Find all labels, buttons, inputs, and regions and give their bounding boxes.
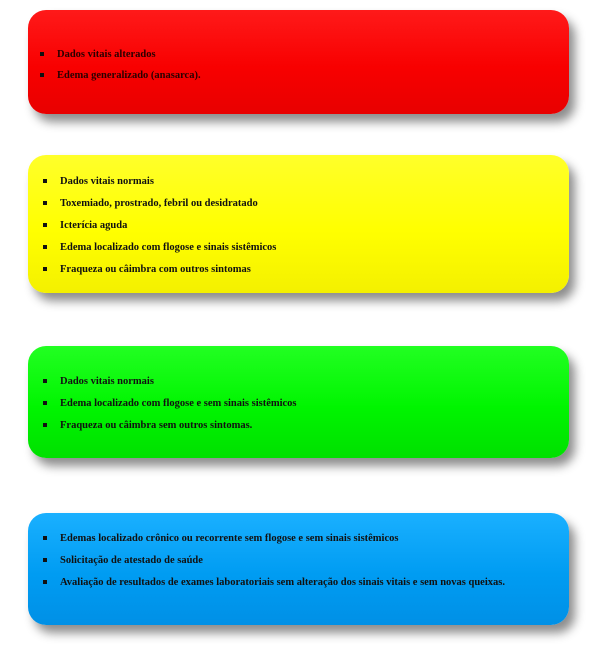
panel-blue-list: [42, 528, 555, 593]
list-item-text: Edemas localizado crônico ou recorrente sem flogose e sem sinais sistêmicos: [60, 533, 399, 544]
list-item: [42, 237, 555, 259]
square-bullet-icon: [40, 73, 44, 77]
square-bullet-icon: [43, 558, 47, 562]
list-item-text: Fraqueza ou câimbra sem outros sintomas.: [60, 420, 253, 431]
list-item-text: Edema localizado com flogose e sinais sistêmicos: [60, 242, 277, 253]
list-item-text: Icterícia aguda: [60, 220, 128, 231]
square-bullet-icon: [43, 536, 47, 540]
square-bullet-icon: [43, 401, 47, 405]
square-bullet-icon: [43, 245, 47, 249]
list-item: [42, 393, 555, 415]
list-item: [39, 44, 555, 65]
list-item: [42, 215, 555, 237]
panel-blue: [28, 513, 569, 625]
list-item: [42, 528, 555, 550]
list-item: [42, 193, 555, 215]
panel-red: [28, 10, 569, 114]
panel-green-list: [42, 371, 555, 437]
square-bullet-icon: [40, 52, 44, 56]
list-item: [42, 171, 555, 193]
square-bullet-icon: [43, 580, 47, 584]
panel-yellow-list: [42, 171, 555, 281]
square-bullet-icon: [43, 201, 47, 205]
list-item-text: Edema generalizado (anasarca).: [57, 70, 201, 81]
list-item: [42, 550, 555, 572]
list-item-text: Avaliação de resultados de exames laboratoriais sem alteração dos sinais vitais e sem novas queixas.: [60, 577, 505, 588]
list-item-text: Edema localizado com flogose e sem sinais sistêmicos: [60, 398, 297, 409]
list-item-text: Toxemiado, prostrado, febril ou desidratado: [60, 198, 258, 209]
list-item-text: Dados vitais normais: [60, 176, 154, 187]
list-item: [42, 371, 555, 393]
panel-red-list: [39, 44, 555, 86]
list-item: [42, 572, 555, 593]
square-bullet-icon: [43, 267, 47, 271]
list-item-text: Fraqueza ou câimbra com outros sintomas: [60, 264, 251, 275]
square-bullet-icon: [43, 179, 47, 183]
list-item-text: Solicitação de atestado de saúde: [60, 555, 203, 566]
list-item-text: Dados vitais normais: [60, 376, 154, 387]
panel-green: [28, 346, 569, 458]
panel-yellow: [28, 155, 569, 293]
list-item-text: Dados vitais alterados: [57, 49, 156, 60]
list-item: [42, 415, 555, 437]
square-bullet-icon: [43, 423, 47, 427]
list-item: [39, 65, 555, 86]
square-bullet-icon: [43, 223, 47, 227]
square-bullet-icon: [43, 379, 47, 383]
list-item: [42, 259, 555, 281]
